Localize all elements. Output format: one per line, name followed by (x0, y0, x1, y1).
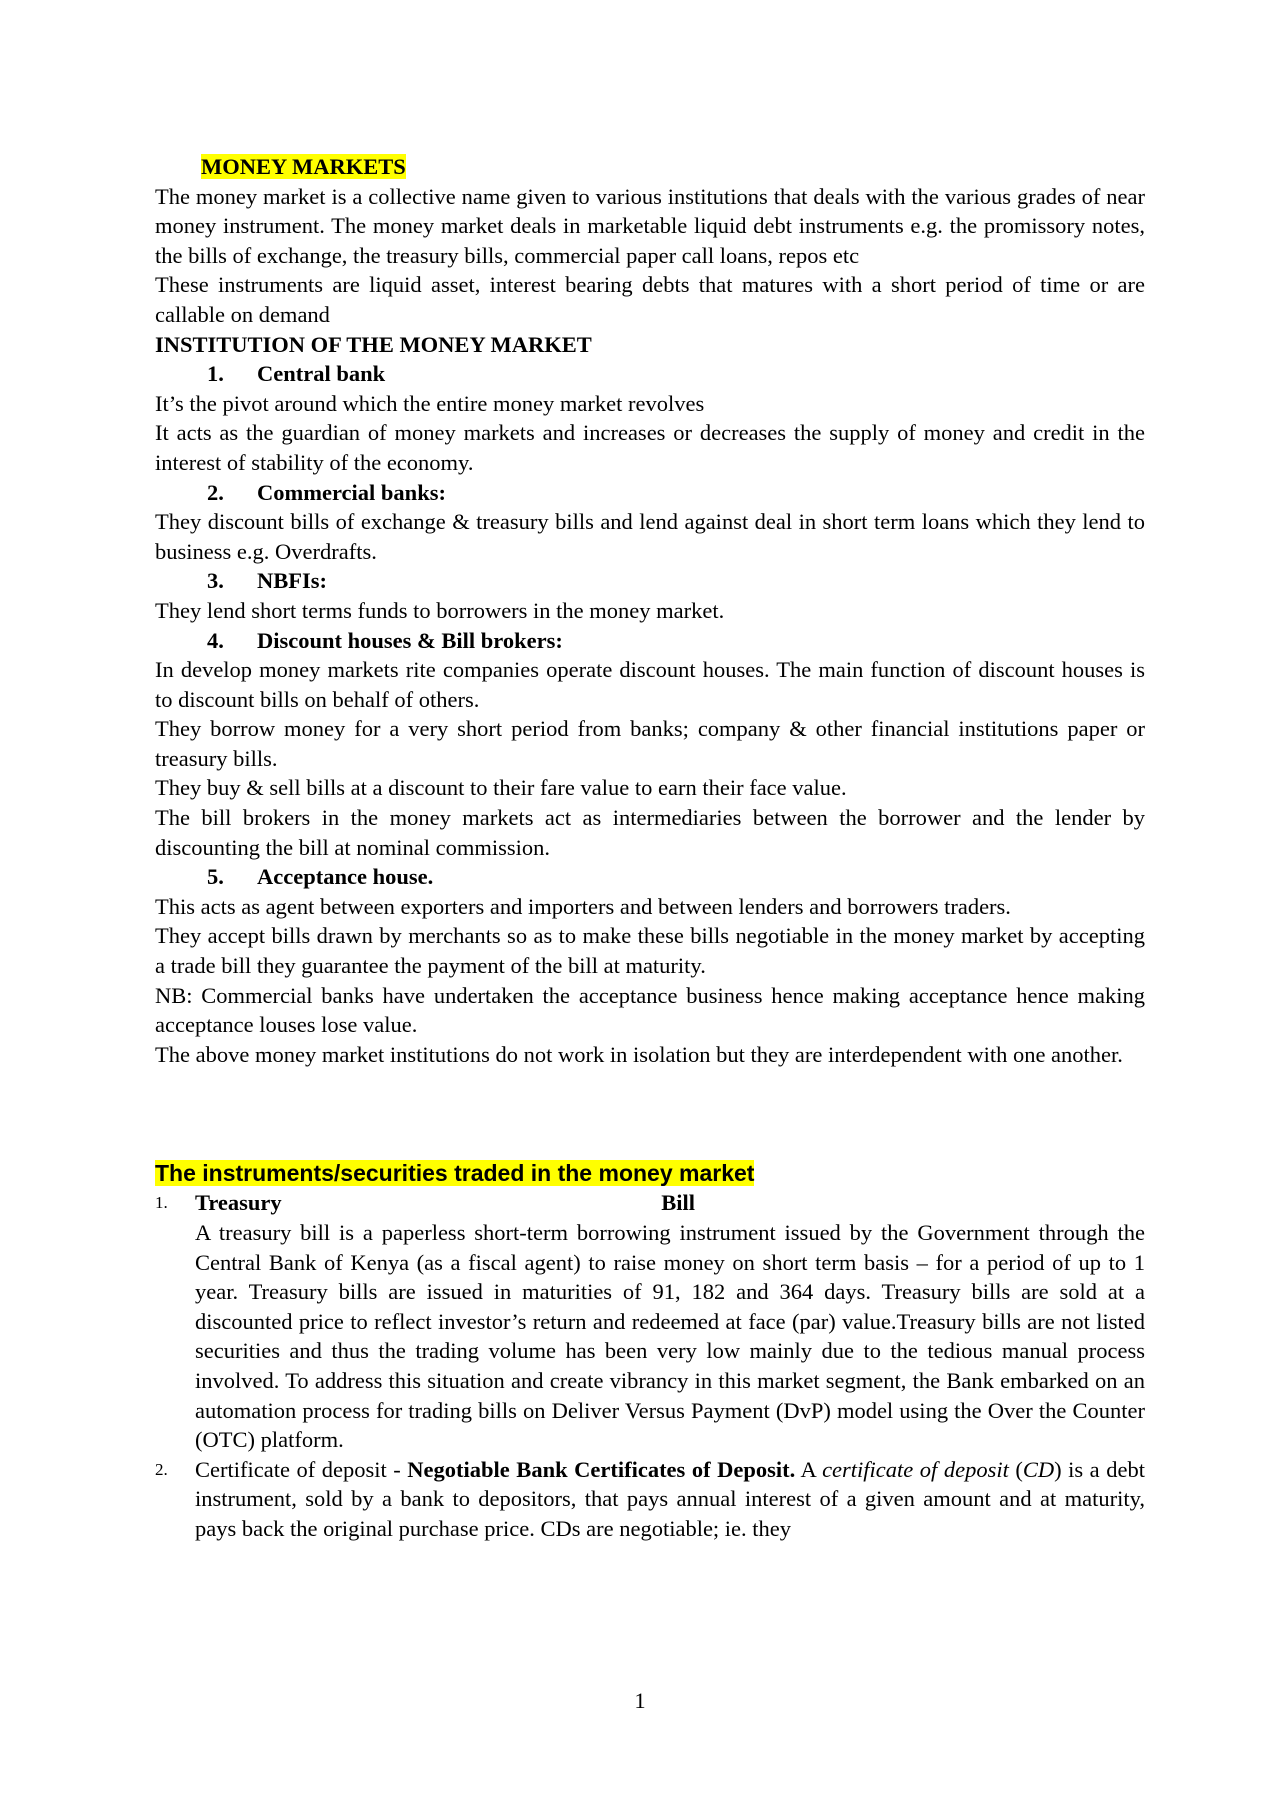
discount-houses-text: The bill brokers in the money markets act as intermediaries between the borrower and the lender by discounting the bill at nominal commission. (155, 805, 1145, 860)
title-highlight: MONEY MARKETS (201, 154, 406, 179)
discount-houses-text: They borrow money for a very short period from banks; company & other financial institutions paper or treasury bills. (155, 716, 1145, 771)
acceptance-house-text: This acts as agent between exporters and importers and between lenders and borrowers traders. (155, 893, 1011, 919)
certificate-of-deposit-text: Certificate of deposit - Negotiable Bank Certificates of Deposit. A certificate of deposit (CD) is a debt instrument, sold by a bank to depositors, that pays annual interest of a given amount and at maturity, pays back the original purchase price. CDs are negotiable; ie. they (195, 1456, 1145, 1541)
institution-heading-nbfis: 3. NBFIs: (207, 568, 328, 594)
list-number: 2. (155, 1459, 168, 1479)
section-title-instruments (155, 1158, 1145, 1188)
treasury-bill-text: A treasury bill is a paperless short-term borrowing instrument issued by the Government through the Central Bank of Kenya (as a fiscal agent) to raise money on short term basis – for a period of up to 1 year. Treasury bills are issued in maturities of 91, 182 and 364 days. Treasury bills are sold at a discounted price to reflect investor’s return and redeemed at face (par) value.Treasury bills are not listed securities and thus the trading volume has been very low mainly due to the tedious manual process involved. To address this situation and create vibrancy in this market segment, the Bank embarked on an automation process for trading bills on Deliver Versus Payment (DvP) model using the Over the Counter (OTC) platform. (195, 1220, 1145, 1453)
institution-heading-central-bank: 1. Central bank (207, 361, 386, 387)
commercial-banks-text: They discount bills of exchange & treasury bills and lend against deal in short term loans which they lend to business e.g. Overdrafts. (155, 509, 1145, 564)
institution-heading-discount-houses: 4. Discount houses & Bill brokers: (207, 627, 563, 653)
discount-houses-text: In develop money markets rite companies operate discount houses. The main function of discount houses is to discount bills on behalf of others. (155, 657, 1145, 712)
title-highlight: The instruments/securities traded in the money market (155, 1160, 755, 1187)
page-content (155, 152, 1145, 1544)
intro-paragraph: The money market is a collective name given to various institutions that deals with the various grades of near money instrument. The money market deals in marketable liquid debt instruments e.g. the promissory notes, the bills of exchange, the treasury bills, commercial paper call loans, repos etc (155, 183, 1145, 268)
discount-houses-text: They buy & sell bills at a discount to their fare value to earn their face value. (155, 775, 847, 801)
page-number: 1 (634, 1688, 646, 1713)
acceptance-house-text: They accept bills drawn by merchants so as to make these bills negotiable in the money market by accepting a trade bill they guarantee the payment of the bill at maturity. (155, 923, 1145, 979)
institution-heading-acceptance-house: 5. Acceptance house. (207, 864, 434, 890)
section-spacer (155, 1069, 1145, 1158)
section-title-money-markets (201, 152, 1145, 182)
acceptance-house-text: NB: Commercial banks have undertaken the acceptance business hence making acceptance hence making acceptance louses lose value. (155, 982, 1145, 1038)
institutions-heading: INSTITUTION OF THE MONEY MARKET (155, 331, 592, 357)
list-number: 1. (155, 1193, 168, 1213)
central-bank-text: It’s the pivot around which the entire money market revolves (155, 390, 705, 416)
treasury-bill-heading: Treasury Bill (195, 1190, 695, 1216)
list-item-treasury-bill (155, 1188, 1145, 1454)
instruments-paragraph: These instruments are liquid asset, interest bearing debts that matures with a short period of time or are callable on demand (155, 272, 1145, 327)
nbfis-text: They lend short terms funds to borrowers in the money market. (155, 597, 725, 623)
acceptance-house-text: The above money market institutions do not work in isolation but they are interdependent with one another. (155, 1041, 1123, 1067)
list-item-certificate-of-deposit (155, 1455, 1145, 1544)
institution-heading-commercial-banks: 2. Commercial banks: (207, 479, 446, 505)
central-bank-text: It acts as the guardian of money markets and increases or decreases the supply of money and credit in the interest of stability of the economy. (155, 420, 1145, 475)
